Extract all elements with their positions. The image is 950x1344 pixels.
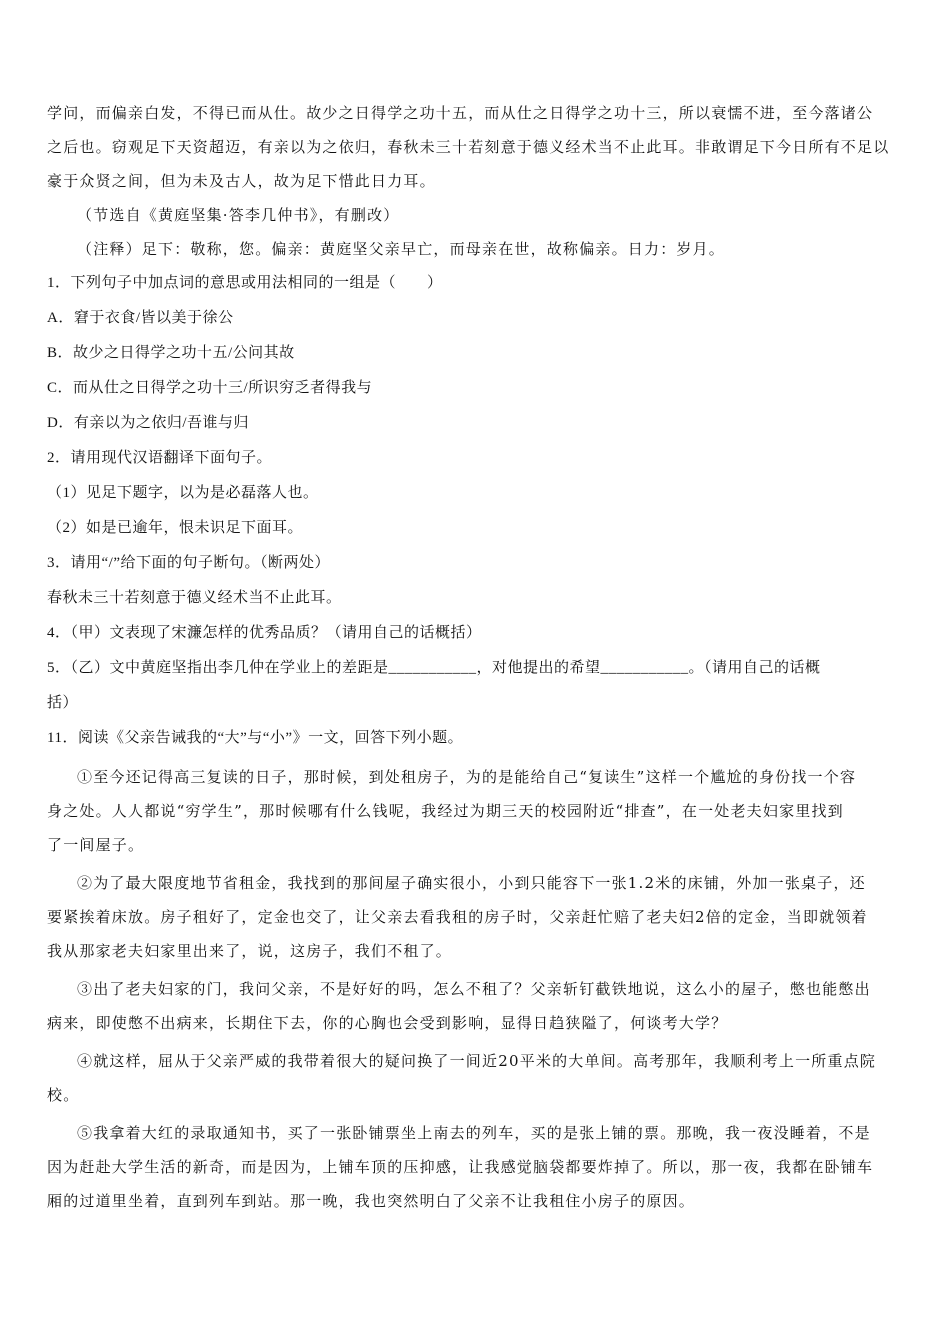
question-3-sentence: 春秋未三十若刻意于德义经术当不止此耳。: [47, 590, 342, 606]
paragraph-line: 校。: [47, 1086, 80, 1104]
passage-b-line: 学问，而偏亲白发，不得已而从仕。故少之日得学之功十五，而从仕之日得学之功十三，所以衰懦不进，至今落诸公: [47, 104, 874, 122]
question-1-option-a: A．窘于衣食/皆以美于徐公: [47, 310, 234, 326]
passage-b-note: （注释）足下：敬称，您。偏亲：黄庭坚父亲早亡，而母亲在世，故称偏亲。日力：岁月。: [77, 240, 726, 258]
reading-11-paragraph-5: [47, 1116, 907, 1218]
question-1-option-b: B．故少之日得学之功十五/公问其故: [47, 345, 295, 361]
question-5: [47, 651, 907, 721]
passage-b-line: 豪于众贤之间，但为未及古人，故为足下惜此日力耳。: [47, 172, 436, 190]
question-2-item-1: （1）见足下题字，以为是必磊落人也。: [47, 485, 319, 501]
document-page: [47, 96, 907, 1218]
question-2-stem: 2．请用现代汉语翻译下面句子。: [47, 450, 273, 466]
passage-b: [47, 96, 907, 266]
paragraph-line: 因为赶赴大学生活的新奇，而是因为，上铺车顶的压抑感，让我感觉脑袋都要炸掉了。所以，那一夜，我都在卧铺车: [47, 1158, 874, 1176]
reading-11: [47, 721, 907, 1218]
reading-11-paragraph-4: [47, 1044, 907, 1112]
question-3-stem: 3．请用“/”给下面的句子断句。（断两处）: [47, 555, 330, 571]
passage-b-line: 之后也。窃观足下天资超迈，有亲以为之依归，春秋未三十若刻意于德义经术当不止此耳。非敢谓足下今日所有不足以: [47, 138, 890, 156]
question-4-stem: 4．（甲）文表现了宋濂怎样的优秀品质？（请用自己的话概括）: [47, 625, 482, 641]
question-2-item-2: （2）如是已逾年，恨未识足下面耳。: [47, 520, 304, 536]
reading-11-paragraph-3: [47, 972, 907, 1040]
question-2: [47, 441, 907, 546]
paragraph-line: ①至今还记得高三复读的日子，那时候，到处租房子，为的是能给自己“复读生”这样一个尴尬的身份找一个容: [77, 768, 857, 786]
question-4: [47, 616, 907, 651]
question-1: [47, 266, 907, 441]
passage-b-source: （节选自《黄庭坚集·答李几仲书》，有删改）: [77, 206, 400, 224]
reading-11-paragraph-1: [47, 760, 907, 862]
reading-11-paragraph-2: [47, 866, 907, 968]
question-3: [47, 546, 907, 616]
reading-11-heading: 11．阅读《父亲告诫我的“大”与“小”》一文，回答下列小题。: [47, 730, 464, 746]
question-5-line-1: 5．（乙）文中黄庭坚指出李几仲在学业上的差距是___________，对他提出的希望___________。（请用自己的话概: [47, 660, 821, 676]
paragraph-line: 要紧挨着床放。房子租好了，定金也交了，让父亲去看我租的房子时，父亲赶忙赔了老夫妇2倍的定金，当即就领着: [47, 908, 868, 926]
question-1-option-c: C．而从仕之日得学之功十三/所识穷乏者得我与: [47, 380, 373, 396]
paragraph-line: 我从那家老夫妇家里出来了，说，这房子，我们不租了。: [47, 942, 453, 960]
paragraph-line: ②为了最大限度地节省租金，我找到的那间屋子确实很小，小到只能容下一张1.2米的床铺，外加一张桌子，还: [77, 874, 866, 892]
paragraph-line: 病来，即使憋不出病来，长期住下去，你的心胸也会受到影响，显得日趋狭隘了，何谈考大学？: [47, 1014, 728, 1032]
question-1-stem: 1．下列句子中加点词的意思或用法相同的一组是（ ）: [47, 275, 443, 291]
question-1-option-d: D．有亲以为之依归/吾谁与归: [47, 415, 250, 431]
paragraph-line: ⑤我拿着大红的录取通知书，买了一张卧铺票坐上南去的列车，买的是张上铺的票。那晚，我一夜没睡着，不是: [77, 1124, 871, 1142]
paragraph-line: ④就这样，屈从于父亲严威的我带着很大的疑问换了一间近20平米的大单间。高考那年，我顺利考上一所重点院: [77, 1052, 877, 1070]
paragraph-line: 了一间屋子。: [47, 836, 145, 854]
paragraph-line: ③出了老夫妇家的门，我问父亲，不是好好的吗，怎么不租了？父亲斩钉截铁地说，这么小的屋子，憋也能憋出: [77, 980, 871, 998]
question-5-line-2: 括）: [47, 695, 79, 711]
paragraph-line: 身之处。人人都说“穷学生”，那时候哪有什么钱呢，我经过为期三天的校园附近“排查”，在一处老夫妇家里找到: [47, 802, 844, 820]
paragraph-line: 厢的过道里坐着，直到列车到站。那一晚，我也突然明白了父亲不让我租住小房子的原因。: [47, 1192, 696, 1210]
